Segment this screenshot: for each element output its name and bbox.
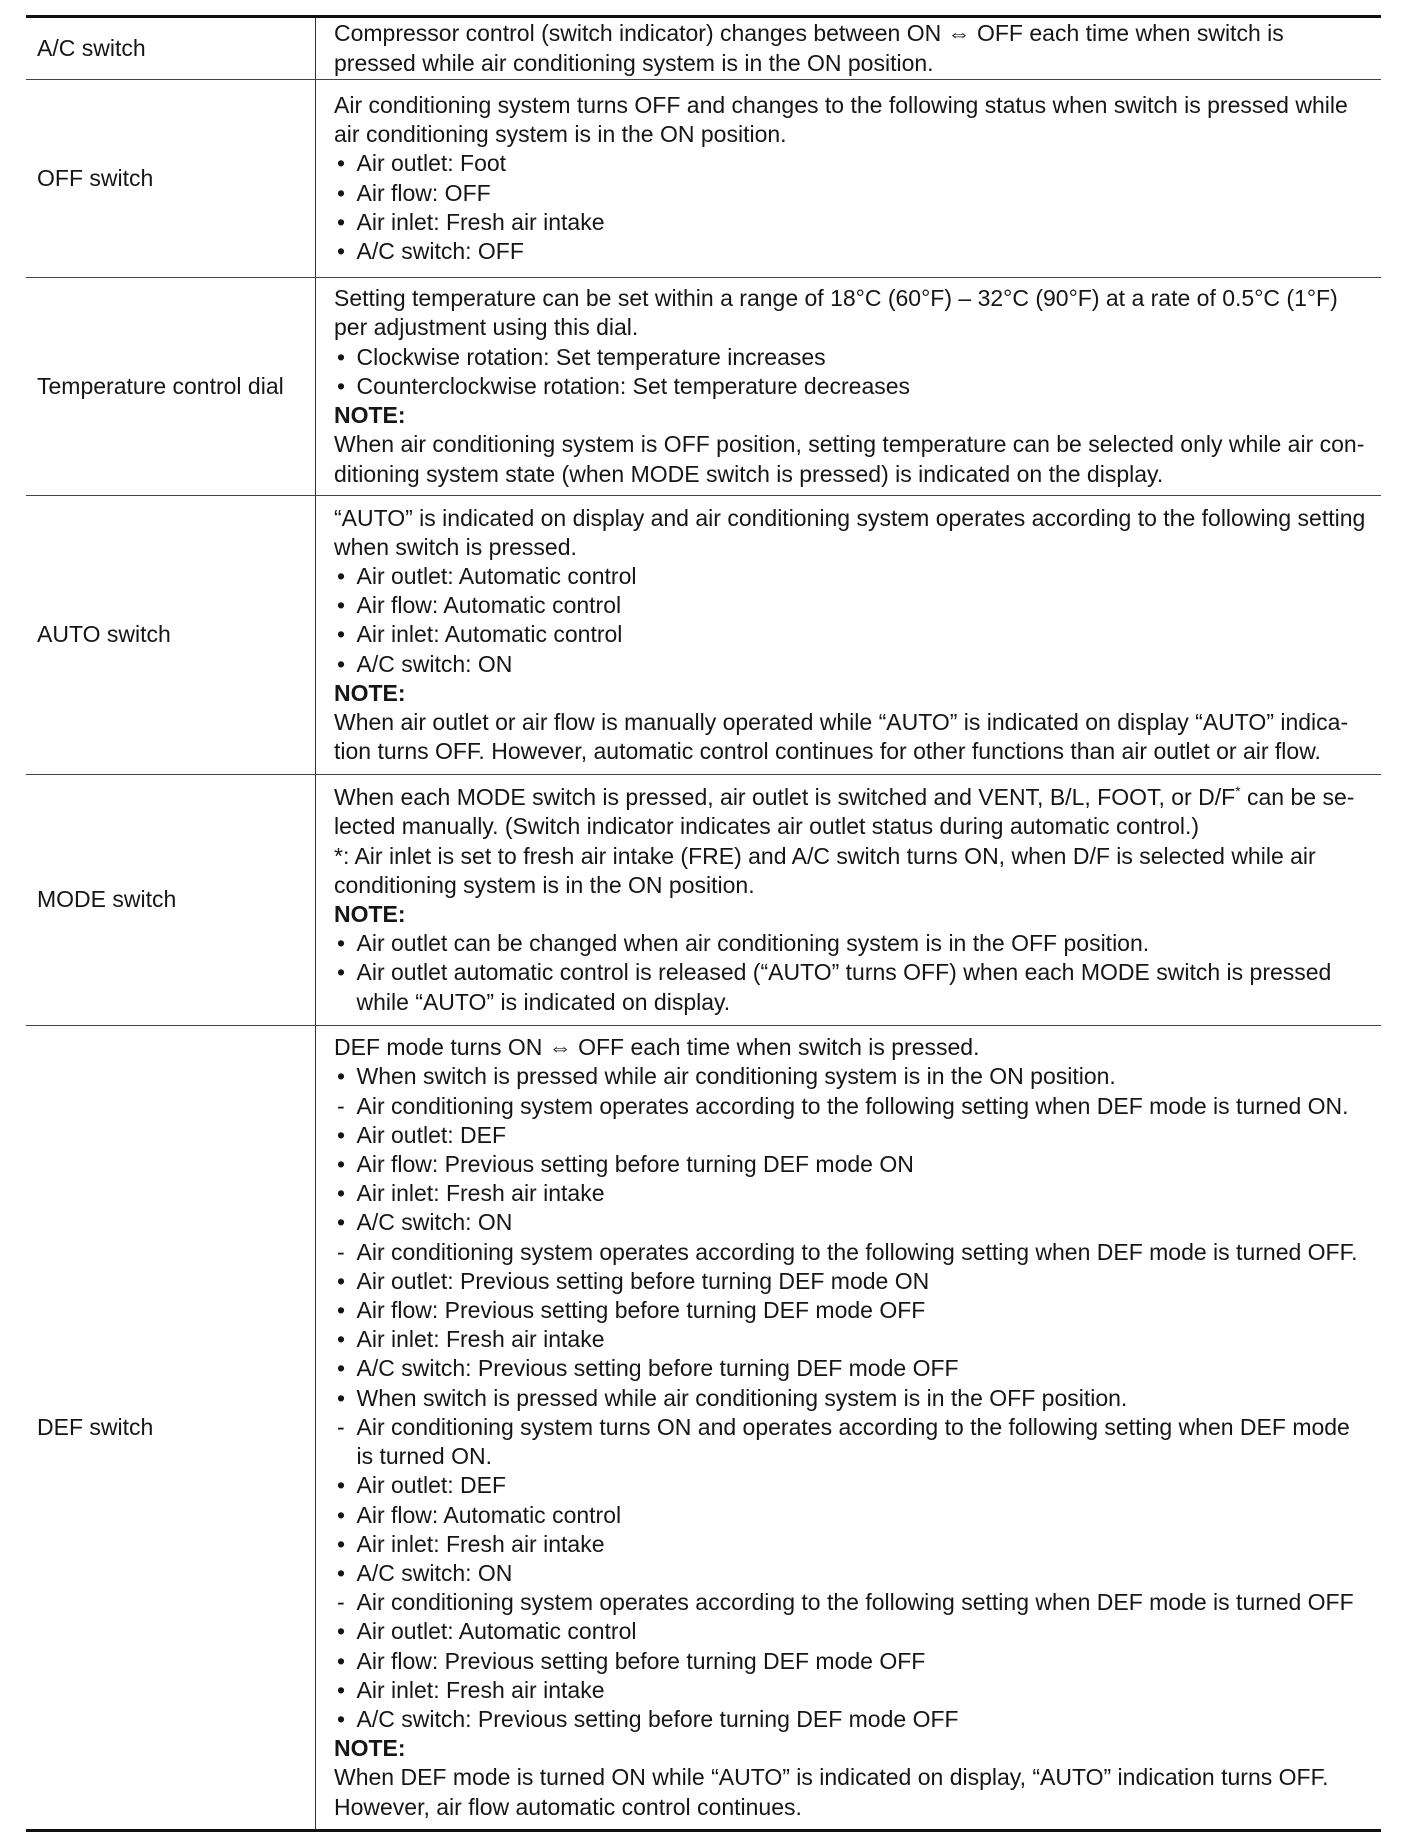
bullet-marker: •: [337, 1355, 346, 1382]
bullet-marker: •: [337, 237, 346, 264]
bullet-item: [334, 1530, 1377, 1559]
bullet-marker: •: [337, 179, 346, 206]
paragraph: [334, 708, 1377, 766]
description-line: [334, 783, 1377, 812]
bullet-item: [334, 208, 1377, 237]
description-line: When DEF mode is turned ON while “AUTO” is indicated on display, “AUTO” indication turns OFF.: [334, 1764, 1329, 1791]
bullet-item: [334, 1267, 1377, 1296]
description-line: Air conditioning system turns ON and operates according to the following setting when DEF mode: [356, 1413, 1350, 1440]
description-line: *: Air inlet is set to fresh air intake (FRE) and A/C switch turns ON, when D/F is selected while air: [334, 842, 1316, 869]
dash-item: [334, 1588, 1377, 1617]
switch-name-cell: OFF switch: [26, 80, 316, 277]
bullet-item: [334, 929, 1377, 958]
table-row: [26, 278, 1381, 496]
bullet-item: [334, 149, 1377, 178]
switch-name-cell: A/C switch: [26, 18, 316, 79]
description-line: However, air flow automatic control continues.: [334, 1793, 802, 1820]
bullet-item: [334, 591, 1377, 620]
bullet-marker: •: [337, 1618, 346, 1645]
description-line: Air conditioning system operates according to the following setting when DEF mode is turned OFF.: [356, 1238, 1358, 1265]
bullet-item: [334, 1705, 1377, 1734]
dash-item: [334, 1413, 1377, 1471]
description-line: ditioning system state (when MODE switch is pressed) is indicated on the display.: [334, 460, 1164, 487]
bullet-item: [334, 650, 1377, 679]
bullet-marker: •: [337, 621, 346, 648]
switch-name-cell: Temperature control dial: [26, 278, 316, 495]
description-line: Counterclockwise rotation: Set temperature decreases: [356, 372, 911, 399]
paragraph: [334, 91, 1377, 149]
description-line: is turned ON.: [356, 1443, 492, 1470]
bullet-marker: •: [337, 1530, 346, 1557]
bullet-marker: •: [337, 372, 346, 399]
description-line: while “AUTO” is indicated on display.: [356, 988, 731, 1015]
description-line: pressed while air conditioning system is in the ON position.: [334, 49, 934, 76]
description-line: Compressor control (switch indicator) changes between ON ⇔ OFF each time when switch is: [334, 20, 1284, 47]
dash-marker: -: [337, 1589, 345, 1616]
description-line: Air outlet: DEF: [356, 1121, 507, 1148]
bullet-item: [334, 1062, 1377, 1091]
bullet-marker: •: [337, 1297, 346, 1324]
switch-name-cell: MODE switch: [26, 775, 316, 1025]
description-cell: [316, 496, 1381, 774]
paragraph: [334, 1763, 1377, 1821]
description-line: “AUTO” is indicated on display and air conditioning system operates according to the following setting: [334, 504, 1366, 531]
bullet-marker: •: [337, 1559, 346, 1586]
note-heading: NOTE:: [334, 901, 406, 927]
description-line: Air outlet automatic control is released (“AUTO” turns OFF) when each MODE switch is pressed: [356, 959, 1332, 986]
bullet-item: [334, 1471, 1377, 1500]
bullet-marker: •: [337, 1063, 346, 1090]
description-line: air conditioning system is in the ON position.: [334, 121, 787, 148]
bullet-marker: •: [337, 930, 346, 957]
description-line: Air conditioning system turns OFF and changes to the following status when switch is pressed while: [334, 91, 1348, 118]
description-line: A/C switch: Previous setting before turning DEF mode OFF: [356, 1355, 959, 1382]
bullet-marker: •: [337, 1209, 346, 1236]
switch-name-cell: AUTO switch: [26, 496, 316, 774]
bullet-marker: •: [337, 1647, 346, 1674]
bullet-item: [334, 372, 1377, 401]
table-row: [26, 18, 1381, 80]
bullet-item: [334, 1676, 1377, 1705]
bullet-marker: •: [337, 1472, 346, 1499]
description-line: Air flow: Automatic control: [356, 1501, 622, 1528]
description-line: Air outlet: Foot: [356, 150, 507, 177]
description-line: Air flow: OFF: [356, 179, 491, 206]
description-line: Air flow: Previous setting before turning DEF mode ON: [356, 1151, 914, 1178]
bullet-item: [334, 620, 1377, 649]
paragraph: [334, 504, 1377, 562]
bullet-marker: •: [337, 1326, 346, 1353]
bullet-marker: •: [337, 1151, 346, 1178]
paragraph: [334, 783, 1377, 841]
bullet-item: [334, 1150, 1377, 1179]
bullet-item: [334, 1617, 1377, 1646]
paragraph: [334, 842, 1377, 900]
description-line: A/C switch: Previous setting before turning DEF mode OFF: [356, 1705, 959, 1732]
description-cell: [316, 18, 1381, 79]
description-line: tion turns OFF. However, automatic control continues for other functions than air outlet or air flow.: [334, 738, 1321, 765]
bullet-marker: •: [337, 1676, 346, 1703]
description-line: Air outlet: DEF: [356, 1472, 507, 1499]
description-cell: [316, 80, 1381, 277]
dash-marker: -: [337, 1413, 345, 1440]
bullet-marker: •: [337, 343, 346, 370]
bullet-marker: •: [337, 1384, 346, 1411]
bullet-item: [334, 958, 1377, 1016]
description-line: Air outlet: Automatic control: [356, 562, 637, 589]
dash-item: [334, 1238, 1377, 1267]
description-line: Air outlet: Automatic control: [356, 1618, 637, 1645]
dash-item: [334, 1092, 1377, 1121]
description-line: Air inlet: Fresh air intake: [356, 1326, 605, 1353]
note-heading: NOTE:: [334, 679, 406, 706]
description-line: A/C switch: ON: [356, 1559, 513, 1586]
bullet-marker: •: [337, 1501, 346, 1528]
table-row: [26, 1026, 1381, 1832]
description-line: Air inlet: Fresh air intake: [356, 1676, 605, 1703]
description-line: When switch is pressed while air conditioning system is in the OFF position.: [356, 1384, 1128, 1411]
description-line: Air inlet: Automatic control: [356, 621, 623, 648]
bullet-item: [334, 1501, 1377, 1530]
table-row: [26, 80, 1381, 278]
dash-marker: -: [337, 1238, 345, 1265]
bullet-item: [334, 1647, 1377, 1676]
bullet-item: [334, 1354, 1377, 1383]
bullet-item: [334, 179, 1377, 208]
paragraph: [334, 284, 1377, 342]
bullet-item: [334, 1121, 1377, 1150]
bullet-item: [334, 343, 1377, 372]
note-heading: NOTE:: [334, 1735, 406, 1762]
description-line: Air outlet: Previous setting before turning DEF mode ON: [356, 1267, 930, 1294]
switch-name-cell: DEF switch: [26, 1026, 316, 1829]
description-line: When air outlet or air flow is manually operated while “AUTO” is indicated on display “AUTO” indica-: [334, 709, 1349, 735]
paragraph: [334, 1033, 1377, 1062]
table-row: [26, 496, 1381, 775]
description-line: Setting temperature can be set within a range of 18°C (60°F) – 32°C (90°F) at a rate of 0.5°C (1°F): [334, 285, 1338, 312]
paragraph: [334, 19, 1377, 77]
bullet-marker: •: [337, 208, 346, 235]
description-line: Clockwise rotation: Set temperature increases: [356, 343, 826, 370]
description-line: A/C switch: OFF: [356, 237, 524, 264]
bullet-marker: •: [337, 650, 346, 677]
bullet-item: [334, 237, 1377, 266]
description-line: Air conditioning system operates according to the following setting when DEF mode is turned OFF: [356, 1589, 1354, 1616]
bullet-item: [334, 1296, 1377, 1325]
bullet-marker: •: [337, 592, 346, 619]
description-line: Air inlet: Fresh air intake: [356, 1180, 605, 1207]
description-line: Air flow: Previous setting before turning DEF mode OFF: [356, 1647, 926, 1674]
bullet-item: [334, 562, 1377, 591]
bullet-item: [334, 1559, 1377, 1588]
bullet-marker: •: [337, 1705, 346, 1732]
description-line: Air inlet: Fresh air intake: [356, 208, 605, 235]
description-line: Air outlet can be changed when air conditioning system is in the OFF position.: [356, 930, 1150, 957]
description-cell: [316, 278, 1381, 495]
description-line: when switch is pressed.: [334, 533, 577, 560]
bullet-marker: •: [337, 959, 346, 986]
bullet-item: [334, 1179, 1377, 1208]
note-heading: NOTE:: [334, 402, 406, 429]
description-line: Air conditioning system operates according to the following setting when DEF mode is turned ON.: [356, 1092, 1349, 1119]
description-line: DEF mode turns ON ⇔ OFF each time when switch is pressed.: [334, 1034, 980, 1061]
bullet-item: [334, 1208, 1377, 1237]
line-text: When each MODE switch is pressed, air outlet is switched and VENT, B/L, FOOT, or D/F: [334, 784, 1236, 811]
line-text: can be se-: [1240, 784, 1355, 811]
bullet-item: [334, 1325, 1377, 1354]
description-line: When switch is pressed while air conditioning system is in the ON position.: [356, 1063, 1116, 1090]
description-line: A/C switch: ON: [356, 1209, 513, 1236]
description-line: When air conditioning system is OFF position, setting temperature can be selected only while air con-: [334, 431, 1365, 458]
footnote-marker: *: [1235, 783, 1241, 800]
table-row: [26, 775, 1381, 1026]
bullet-marker: •: [337, 562, 346, 589]
switch-function-table: [26, 15, 1381, 1832]
paragraph: [334, 430, 1377, 488]
bullet-marker: •: [337, 1121, 346, 1148]
bullet-item: [334, 1384, 1377, 1413]
description-cell: [316, 1026, 1381, 1829]
description-line: Air inlet: Fresh air intake: [356, 1530, 605, 1557]
description-line: conditioning system is in the ON position.: [334, 871, 755, 898]
description-line: lected manually. (Switch indicator indicates air outlet status during automatic control.): [334, 813, 1200, 840]
description-line: A/C switch: ON: [356, 650, 513, 677]
dash-marker: -: [337, 1092, 345, 1119]
table-body: [26, 18, 1381, 1832]
bullet-marker: •: [337, 150, 346, 177]
bullet-marker: •: [337, 1267, 346, 1294]
description-line: Air flow: Previous setting before turning DEF mode OFF: [356, 1297, 926, 1324]
bullet-marker: •: [337, 1180, 346, 1207]
description-cell: [316, 775, 1381, 1025]
description-line: per adjustment using this dial.: [334, 314, 639, 341]
description-line: Air flow: Automatic control: [356, 592, 622, 619]
